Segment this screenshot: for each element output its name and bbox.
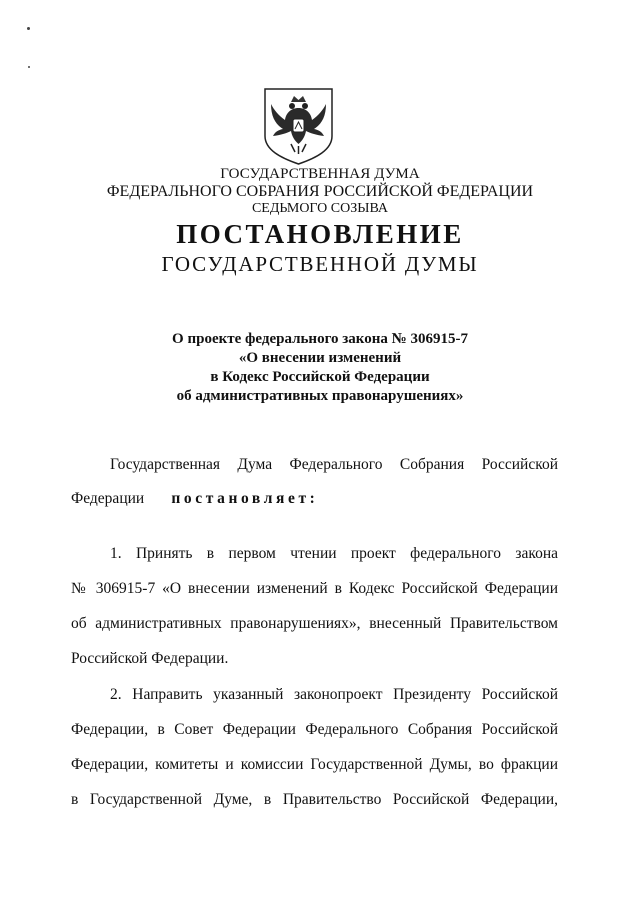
subject-line: об административных правонарушениях» xyxy=(176,388,464,404)
paragraph-1-line: Российской Федерации. xyxy=(71,650,229,667)
preamble-line xyxy=(71,490,318,508)
paragraph-2-line: в Государственной Думе, в Правительство Российской Федерации, xyxy=(71,791,558,808)
paragraph-2-line: Федерации, комитеты и комиссии Государственной Думы, во фракции xyxy=(71,756,558,773)
document-type: ПОСТАНОВЛЕНИЕ xyxy=(176,219,464,249)
preamble-word: Федерации xyxy=(71,490,145,507)
subject-block xyxy=(0,330,640,406)
russian-coat-of-arms-icon xyxy=(261,86,336,166)
paragraph-1-line: № 306915-7 «О внесении изменений в Кодекс Российской Федерации xyxy=(71,580,558,597)
paragraph-2-line: 2. Направить указанный законопроект Президенту Российской xyxy=(110,686,558,703)
org-name-line1: ГОСУДАРСТВЕННАЯ ДУМА xyxy=(220,166,420,182)
subject-line: в Кодекс Российской Федерации xyxy=(210,369,430,385)
paragraph-2-line: Федерации, в Совет Федерации Федерального Собрания Российской xyxy=(71,721,558,738)
org-name-line2: ФЕДЕРАЛЬНОГО СОБРАНИЯ РОССИЙСКОЙ ФЕДЕРАЦИИ xyxy=(106,183,534,200)
paragraph-1-line: 1. Принять в первом чтении проект федерального закона xyxy=(110,545,558,562)
subject-line: О проекте федерального закона № 306915-7 xyxy=(172,331,468,347)
scan-speck xyxy=(27,27,30,30)
preamble-line: Государственная Дума Федерального Собрания Российской xyxy=(110,456,558,473)
subject-line: «О внесении изменений xyxy=(238,350,402,366)
convocation: СЕДЬМОГО СОЗЫВА xyxy=(251,201,389,216)
document-type-subtitle: ГОСУДАРСТВЕННОЙ ДУМЫ xyxy=(161,252,479,276)
paragraph-1-line: об административных правонарушениях», внесенный Правительством xyxy=(71,615,558,632)
scan-speck xyxy=(28,66,30,68)
decree-word: постановляет: xyxy=(171,490,319,507)
